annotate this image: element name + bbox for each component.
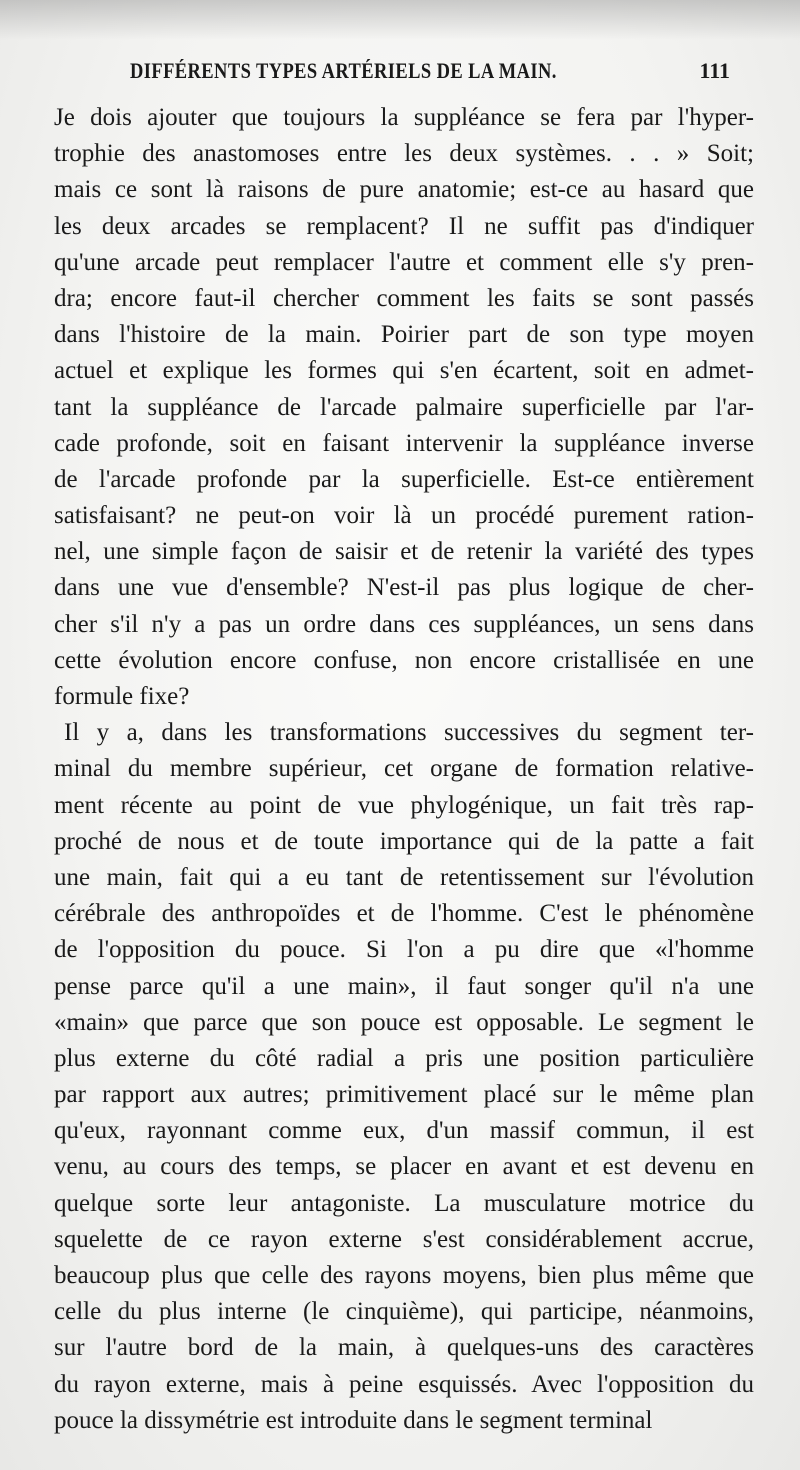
text-line: sur l'autre bord de la main, à quelques-uns des caractères (54, 1334, 754, 1362)
text-line: cher s'il n'y a pas un ordre dans ces suppléances, un sens dans (54, 610, 754, 638)
running-title: DIFFÉRENTS TYPES ARTÉRIELS DE LA MAIN. (130, 58, 557, 83)
text-line: satisfaisant? ne peut-on voir là un procédé purement ration- (54, 502, 754, 530)
text-line: cade profonde, soit en faisant intervenir la suppléance inverse (54, 429, 754, 457)
text-line: trophie des anastomoses entre les deux systèmes. . . » Soit; (54, 140, 754, 168)
text-line: nel, une simple façon de saisir et de retenir la variété des types (54, 538, 754, 566)
text-line: quelque sorte leur antagoniste. La musculature motrice du (54, 1189, 754, 1217)
text-line: cérébrale des anthropoïdes et de l'homme. C'est le phénomène (54, 900, 754, 928)
text-line: de l'arcade profonde par la superficielle. Est-ce entièrement (54, 465, 754, 493)
text-line: squelette de ce rayon externe s'est considérablement accrue, (54, 1225, 754, 1253)
text-line: par rapport aux autres; primitivement placé sur le même plan (54, 1081, 754, 1109)
paragraph-1 (54, 100, 754, 715)
text-line: dans une vue d'ensemble? N'est-il pas plus logique de cher- (54, 574, 754, 602)
text-line: ment récente au point de vue phylogénique, un fait très rap- (54, 791, 754, 819)
text-line: plus externe du côté radial a pris une position particulière (54, 1044, 754, 1072)
text-line: minal du membre supérieur, cet organe de formation relative- (54, 755, 754, 783)
text-line: cette évolution encore confuse, non encore cristallisée en une (54, 646, 754, 674)
text-line: dra; encore faut-il chercher comment les faits se sont passés (54, 284, 754, 312)
text-line: proché de nous et de toute importance qui de la patte a fait (54, 827, 754, 855)
text-line: mais ce sont là raisons de pure anatomie; est-ce au hasard que (54, 176, 754, 204)
text-line: de l'opposition du pouce. Si l'on a pu dire que «l'homme (54, 936, 754, 964)
text-line: celle du plus interne (le cinquième), qui participe, néanmoins, (54, 1298, 754, 1326)
text-line: qu'eux, rayonnant comme eux, d'un massif commun, il est (54, 1117, 754, 1145)
text-line: du rayon externe, mais à peine esquissés. Avec l'opposition du (54, 1370, 754, 1398)
text-line: Je dois ajouter que toujours la suppléance se fera par l'hyper- (54, 104, 754, 131)
text-line: pense parce qu'il a une main», il faut songer qu'il n'a une (54, 972, 754, 1000)
page-number: 111 (699, 58, 730, 83)
scan-edge-shadow (0, 0, 800, 40)
text-line: qu'une arcade peut remplacer l'autre et comment elle s'y pren- (54, 248, 754, 276)
page-header (130, 58, 730, 94)
text-line: une main, fait qui a eu tant de retentissement sur l'évolution (54, 863, 754, 891)
text-line: venu, au cours des temps, se placer en avant et est devenu en (54, 1153, 754, 1181)
text-line: les deux arcades se remplacent? Il ne suffit pas d'indiquer (54, 212, 754, 240)
paragraph-2 (54, 715, 754, 1439)
text-line: formule fixe? (54, 683, 190, 710)
text-line: Il y a, dans les transformations successives du segment ter- (64, 719, 754, 747)
text-line: actuel et explique les formes qui s'en écartent, soit en admet- (54, 357, 754, 385)
text-line: «main» que parce que son pouce est opposable. Le segment le (54, 1008, 754, 1036)
body-text (54, 100, 754, 1439)
text-line: dans l'histoire de la main. Poirier part de son type moyen (54, 321, 754, 349)
text-line: beaucoup plus que celle des rayons moyens, bien plus même que (54, 1262, 754, 1289)
text-line: pouce la dissymétrie est introduite dans le segment terminal (54, 1406, 653, 1434)
text-line: tant la suppléance de l'arcade palmaire superficielle par l'ar- (54, 393, 754, 421)
